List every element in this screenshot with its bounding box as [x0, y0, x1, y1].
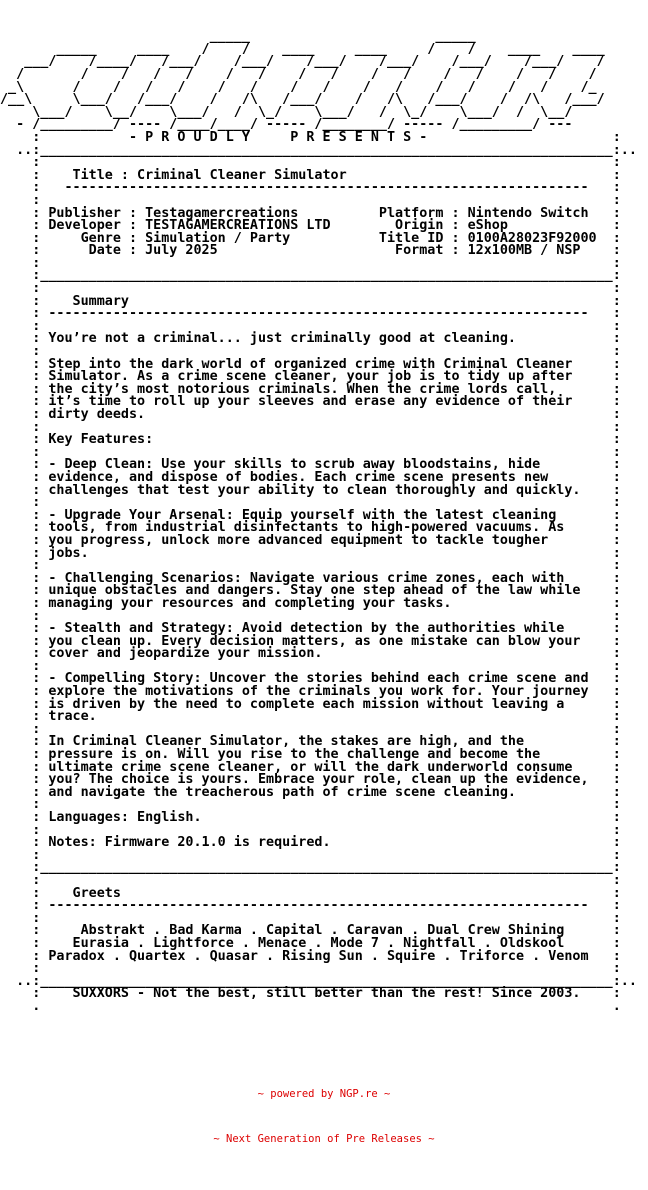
nfo-line: : is driven by the need to complete each mission without leaving a :: [0, 696, 621, 712]
nfo-line: : Eurasia . Lightforce . Menace . Mode 7 . Nightfall . Oldskool :: [0, 935, 621, 951]
nfo-line: - /_________/ ---- /____/____/ ----- /________/ ----- /_________/ ---: [0, 117, 573, 133]
nfo-line: :_______________________________________________________________________:: [0, 268, 621, 284]
nfo-line: : - Challenging Scenarios: Navigate various crime zones, each with :: [0, 570, 621, 586]
nfo-line: : - P R O U D L Y P R E S E N T S - :: [0, 129, 621, 145]
nfo-line: _____ _____: [0, 29, 476, 45]
nfo-line: : In Criminal Cleaner Simulator, the stakes are high, and the :: [0, 734, 621, 750]
nfo-line: \___/ \__/ \___/ / \_/ \___/ / \_/ \___/ / \__/: [0, 104, 573, 120]
nfo-line: : :: [0, 910, 621, 926]
nfo-line: : :: [0, 822, 621, 838]
nfo-line: : :: [0, 608, 621, 624]
nfo-line: : Publisher : Testagamercreations Platform : Nintendo Switch :: [0, 205, 621, 221]
nfo-line: : SUXXORS - Not the best, still better than the rest! Since 2003. :: [0, 986, 621, 1002]
nfo-line: : :: [0, 444, 621, 460]
nfo-line: : :: [0, 961, 621, 977]
nfo-line: : evidence, and dispose of bodies. Each crime scene presents new :: [0, 469, 621, 485]
nfo-line: : Date : July 2025 Format : 12x100MB / NSP :: [0, 243, 621, 259]
nfo-line: : Languages: English. :: [0, 810, 621, 825]
nfo-line: / / / / / / / / / / / / / / / /: [0, 66, 597, 82]
nfo-line: ..:_______________________________________________________________________:..: [0, 142, 637, 158]
nfo-line: ___/ /____/ /___/ /___/ /___/ /___/ /___/ /___/ /: [0, 54, 605, 70]
nfo-line: : Title : Criminal Cleaner Simulator :: [0, 167, 621, 183]
nfo-line: : the city’s most notorious criminals. When the crime lords call, :: [0, 381, 621, 397]
nfo-line: : :: [0, 872, 621, 888]
nfo-line: : :: [0, 797, 621, 813]
nfo-line: : tools, from industrial disinfectants to high-powered vacuums. As :: [0, 520, 621, 536]
nfo-line: : Step into the dark world of organized crime with Criminal Cleaner :: [0, 356, 621, 372]
nfo-line: : - Compelling Story: Uncover the stories behind each crime scene and :: [0, 671, 621, 687]
nfo-line: : unique obstacles and dangers. Stay one step ahead of the law while :: [0, 583, 621, 599]
nfo-line: : Abstrakt . Bad Karma . Capital . Caravan . Dual Crew Shining :: [0, 923, 621, 939]
nfo-line: : :: [0, 721, 621, 737]
nfo-line: : :: [0, 558, 621, 574]
nfo-line: _\ / / / / / / / / / / / / / / /_: [0, 79, 597, 95]
nfo-line: : Paradox . Quartex . Quasar . Rising Sun . Squire . Triforce . Venom :: [0, 948, 621, 964]
nfo-line: : :: [0, 318, 621, 334]
nfo-line: : managing your resources and completing your tasks. :: [0, 595, 621, 611]
nfo-line: : :: [0, 847, 621, 863]
nfo-line: : you clean up. Every decision matters, as one mistake can blow your :: [0, 633, 621, 649]
nfo-line: /__\ \___/ /___/ / /\ /___/ / /\ /___/ / /\ /___/: [0, 92, 605, 108]
nfo-line: : - Upgrade Your Arsenal: Equip yourself with the latest cleaning :: [0, 507, 621, 523]
nfo-line: : ------------------------------------------------------------------- :: [0, 306, 621, 322]
nfo-line: :_______________________________________________________________________:: [0, 860, 621, 876]
nfo-line: : challenges that test your ability to clean thoroughly and quickly. :: [0, 482, 621, 498]
nfo-line: : :: [0, 192, 621, 208]
nfo-line: : :: [0, 495, 621, 511]
nfo-line: : Summary :: [0, 293, 621, 309]
nfo-line: : Developer : TESTAGAMERCREATIONS LTD Origin : eShop :: [0, 218, 621, 234]
nfo-line: : :: [0, 419, 621, 435]
nfo-line: : :: [0, 255, 621, 271]
nfo-line: : explore the motivations of the criminals you work for. Your journey :: [0, 684, 621, 700]
ngp-footer: [0, 1057, 648, 1177]
nfo-line: : ----------------------------------------------------------------- :: [0, 180, 621, 196]
nfo-line: : trace. :: [0, 709, 621, 725]
nfo-line: ..:_______________________________________________________________________:..: [0, 973, 637, 989]
nfo-line: : cover and jeopardize your mission. :: [0, 646, 621, 662]
next-generation-line: ~ Next Generation of Pre Releases ~: [213, 1133, 435, 1146]
nfo-line: : Simulator. As a crime scene cleaner, your job is to tidy up after :: [0, 369, 621, 385]
nfo-line: [0, 1014, 648, 1027]
nfo-line: : :: [0, 281, 621, 297]
nfo-line: : you? The choice is yours. Embrace your role, clean up the evidence, :: [0, 772, 621, 788]
nfo-line: : :: [0, 155, 621, 171]
nfo-text-block: [0, 31, 648, 1026]
nfo-line: : ultimate crime scene cleaner, or will the dark underworld consume :: [0, 759, 621, 775]
nfo-line: : ------------------------------------------------------------------- :: [0, 898, 621, 914]
nfo-line: : :: [0, 344, 621, 360]
nfo-line: : pressure is on. Will you rise to the challenge and become the :: [0, 747, 621, 763]
nfo-line: : Key Features: :: [0, 432, 621, 448]
nfo-line: : - Deep Clean: Use your skills to scrub away bloodstains, hide :: [0, 457, 621, 473]
nfo-line: : jobs. :: [0, 545, 621, 561]
nfo-line: : it’s time to roll up your sleeves and erase any evidence of their :: [0, 394, 621, 410]
nfo-line: : Notes: Firmware 20.1.0 is required. :: [0, 835, 621, 851]
nfo-line: : and navigate the treacherous path of crime scene cleaning. :: [0, 784, 621, 800]
nfo-line: : :: [0, 658, 621, 674]
nfo-line: : dirty deeds. :: [0, 407, 621, 422]
powered-by-line: ~ powered by NGP.re ~: [257, 1088, 391, 1101]
nfo-line: : Genre : Simulation / Party Title ID : 0100A28023F92000 :: [0, 230, 621, 246]
nfo-line: . .: [0, 998, 621, 1014]
nfo-line: : Greets :: [0, 885, 621, 901]
nfo-line: : - Stealth and Strategy: Avoid detection by the authorities while :: [0, 621, 621, 637]
nfo-line: _____ ____ / / ____ ____ / / ____ ____: [0, 41, 605, 57]
nfo-line: : you progress, unlock more advanced equipment to tackle tougher :: [0, 532, 621, 548]
nfo-line: : You’re not a criminal... just criminally good at cleaning. :: [0, 331, 621, 347]
